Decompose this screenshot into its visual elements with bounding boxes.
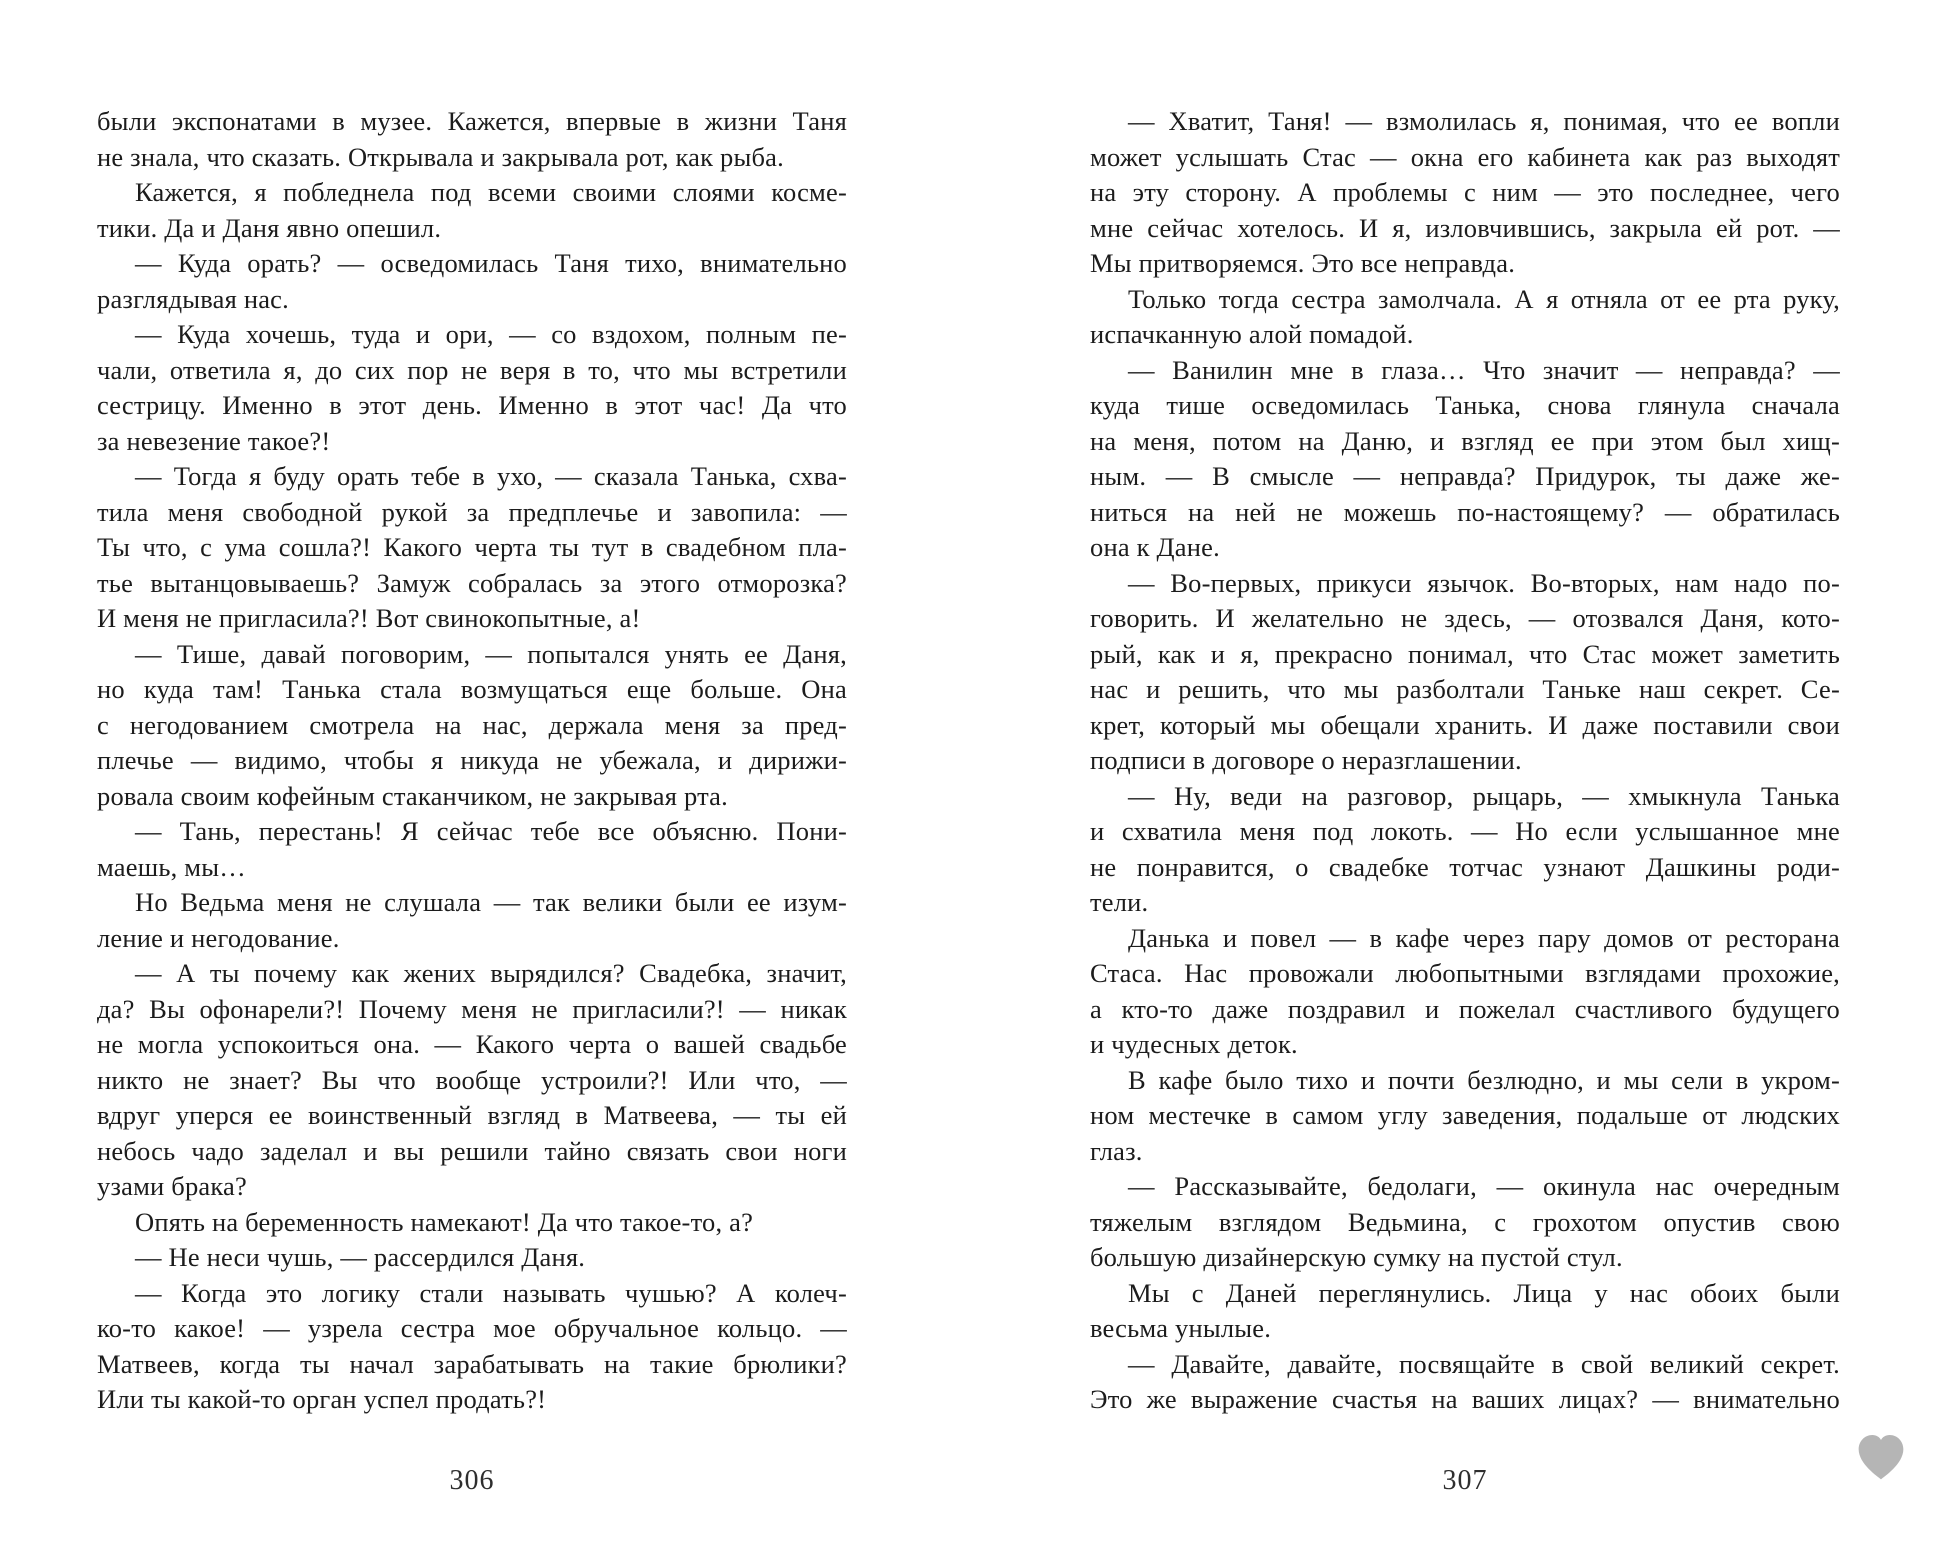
text-line: ровала своим кофейным стаканчиком, не закрывая рта. bbox=[97, 780, 728, 811]
text-line: плечье — видимо, чтобы я никуда не убежала, и дирижи- bbox=[97, 745, 847, 775]
text-line: никто не знает? Вы что вообще устроили?! Или что, — bbox=[97, 1064, 847, 1095]
text-line: были экспонатами в музее. Кажется, впервые в жизни Таня bbox=[97, 106, 847, 136]
text-line: Мы с Даней переглянулись. Лица у нас обоих были bbox=[1128, 1277, 1840, 1308]
text-line: ном местечке в самом углу заведения, подальше от людских bbox=[1090, 1100, 1840, 1130]
text-line: тики. Да и Даня явно опешил. bbox=[97, 212, 442, 243]
text-line: глаз. bbox=[1090, 1135, 1143, 1166]
page-text bbox=[97, 104, 847, 1418]
favorite-heart-button[interactable] bbox=[1852, 1428, 1910, 1486]
text-line: маешь, мы… bbox=[97, 851, 246, 882]
text-line: крет, который мы обещали хранить. И даже поставили свои bbox=[1090, 709, 1840, 740]
text-line: говорить. И желательно не здесь, — отозвался Даня, кото- bbox=[1090, 603, 1840, 633]
text-line: — Тише, давай поговорим, — попытался унять ее Даня, bbox=[135, 638, 847, 669]
heart-icon bbox=[1852, 1428, 1910, 1486]
text-line: В кафе было тихо и почти безлюдно, и мы сели в укром- bbox=[1128, 1064, 1840, 1095]
text-line: и чудесных деток. bbox=[1090, 1029, 1298, 1059]
text-line: но куда там! Танька стала возмущаться еще больше. Она bbox=[97, 674, 847, 704]
text-line: небось чадо заделал и вы решили тайно связать свои ноги bbox=[97, 1135, 847, 1166]
text-line: она к Дане. bbox=[1090, 532, 1220, 562]
text-line: — Не неси чушь, — рассердился Даня. bbox=[135, 1242, 586, 1272]
text-line: не знала, что сказать. Открывала и закрывала рот, как рыба. bbox=[97, 141, 784, 172]
text-line: Это же выражение счастья на ваших лицах? — внимательно bbox=[1090, 1384, 1840, 1414]
text-line: — А ты почему как жених вырядился? Свадебка, значит, bbox=[135, 958, 847, 988]
text-line: — Во-первых, прикуси язычок. Во-вторых, нам надо по- bbox=[1128, 567, 1840, 598]
text-line: за невезение такое?! bbox=[97, 425, 331, 456]
text-line: на меня, потом на Даню, и взгляд ее при этом был хищ- bbox=[1090, 425, 1840, 456]
text-line: большую дизайнерскую сумку на пустой стул. bbox=[1090, 1242, 1623, 1272]
text-line: рый, как и я, прекрасно понимал, что Стас может заметить bbox=[1090, 638, 1840, 669]
text-line: И меня не пригласила?! Вот свинокопытные, а! bbox=[97, 603, 641, 633]
text-line: куда тише осведомилась Танька, снова глянула сначала bbox=[1090, 390, 1840, 420]
text-line: сестрицу. Именно в этот день. Именно в этот час! Да что bbox=[97, 390, 847, 420]
text-line: да? Вы офонарели?! Почему меня не пригласили?! — никак bbox=[97, 993, 847, 1024]
text-line: а кто-то даже поздравил и пожелал счастливого будущего bbox=[1090, 993, 1840, 1024]
text-line: ным. — В смысле — неправда? Придурок, ты даже же- bbox=[1090, 461, 1840, 491]
text-line: — Куда хочешь, туда и ори, — со вздохом, полным пе- bbox=[135, 319, 847, 349]
text-line: на эту сторону. А проблемы с ним — это последнее, чего bbox=[1090, 177, 1840, 207]
text-line: Ты что, с ума сошла?! Какого черта ты тут в свадебном пла- bbox=[97, 532, 847, 562]
text-line: — Хватит, Таня! — взмолилась я, понимая, что ее вопли bbox=[1128, 106, 1840, 136]
text-line: — Ванилин мне в глаза… Что значит — неправда? — bbox=[1128, 354, 1840, 385]
text-line: — Тань, перестань! Я сейчас тебе все объясню. Пони- bbox=[135, 816, 847, 846]
text-line: и схватила меня под локоть. — Но если услышанное мне bbox=[1090, 816, 1840, 846]
text-line: — Куда орать? — осведомилась Таня тихо, внимательно bbox=[135, 248, 847, 278]
text-line: разглядывая нас. bbox=[97, 283, 289, 314]
text-line: может услышать Стас — окна его кабинета как раз выходят bbox=[1090, 141, 1840, 172]
text-line: весьма унылые. bbox=[1090, 1313, 1272, 1343]
text-line: Или ты какой-то орган успел продать?! bbox=[97, 1384, 547, 1414]
text-line: Мы притворяемся. Это все неправда. bbox=[1090, 248, 1516, 278]
text-line: ко-то какое! — узрела сестра мое обручальное кольцо. — bbox=[97, 1313, 847, 1343]
text-line: узами брака? bbox=[97, 1171, 247, 1201]
text-line: — Тогда я буду орать тебе в ухо, — сказала Танька, схва- bbox=[135, 461, 847, 491]
text-line: тяжелым взглядом Ведьмина, с грохотом опустив свою bbox=[1090, 1206, 1840, 1237]
text-line: вдруг уперся ее воинственный взгляд в Матвеева, — ты ей bbox=[97, 1100, 847, 1130]
text-line: — Давайте, давайте, посвящайте в свой великий секрет. bbox=[1128, 1348, 1840, 1379]
text-line: — Рассказывайте, бедолаги, — окинула нас очередным bbox=[1128, 1171, 1840, 1201]
text-line: Стаса. Нас провожали любопытными взглядами прохожие, bbox=[1090, 958, 1840, 988]
text-line: тье вытанцовываешь? Замуж собралась за этого отморозка? bbox=[97, 567, 847, 598]
page-left bbox=[97, 0, 847, 1556]
text-line: ниться на ней не можешь по-настоящему? — обратилась bbox=[1090, 496, 1840, 527]
text-line: тели. bbox=[1090, 887, 1149, 917]
page-right bbox=[1090, 0, 1840, 1556]
text-line: Кажется, я побледнела под всеми своими слоями косме- bbox=[135, 177, 847, 207]
text-line: подписи в договоре о неразглашении. bbox=[1090, 745, 1522, 775]
text-line: чали, ответила я, до сих пор не веря в то, что мы встретили bbox=[97, 354, 847, 385]
page-number-left: 306 bbox=[449, 1465, 495, 1496]
text-line: — Ну, веди на разговор, рыцарь, — хмыкнула Танька bbox=[1128, 780, 1840, 811]
text-line: Данька и повел — в кафе через пару домов от ресторана bbox=[1128, 922, 1840, 953]
text-line: Матвеев, когда ты начал зарабатывать на такие брюлики? bbox=[97, 1348, 847, 1379]
text-line: не понравится, о свадебке тотчас узнают Дашкины роди- bbox=[1090, 851, 1840, 882]
text-line: Опять на беременность намекают! Да что такое-то, а? bbox=[135, 1206, 754, 1237]
page-text bbox=[1090, 104, 1840, 1418]
text-line: Только тогда сестра замолчала. А я отняла от ее рта руку, bbox=[1128, 283, 1840, 314]
text-line: ление и негодование. bbox=[97, 922, 340, 953]
text-line: мне сейчас хотелось. И я, изловчившись, закрыла ей рот. — bbox=[1090, 212, 1840, 243]
text-line: не могла успокоиться она. — Какого черта о вашей свадьбе bbox=[97, 1029, 847, 1059]
page-number-right: 307 bbox=[1442, 1465, 1488, 1496]
text-line: Но Ведьма меня не слушала — так велики были ее изум- bbox=[135, 887, 847, 917]
text-line: тила меня свободной рукой за предплечье и завопила: — bbox=[97, 496, 847, 527]
text-line: — Когда это логику стали называть чушью? А колеч- bbox=[135, 1277, 847, 1308]
text-line: с негодованием смотрела на нас, держала меня за пред- bbox=[97, 709, 847, 740]
text-line: нас и решить, что мы разболтали Таньке наш секрет. Се- bbox=[1090, 674, 1840, 704]
text-line: испачканную алой помадой. bbox=[1090, 319, 1414, 349]
